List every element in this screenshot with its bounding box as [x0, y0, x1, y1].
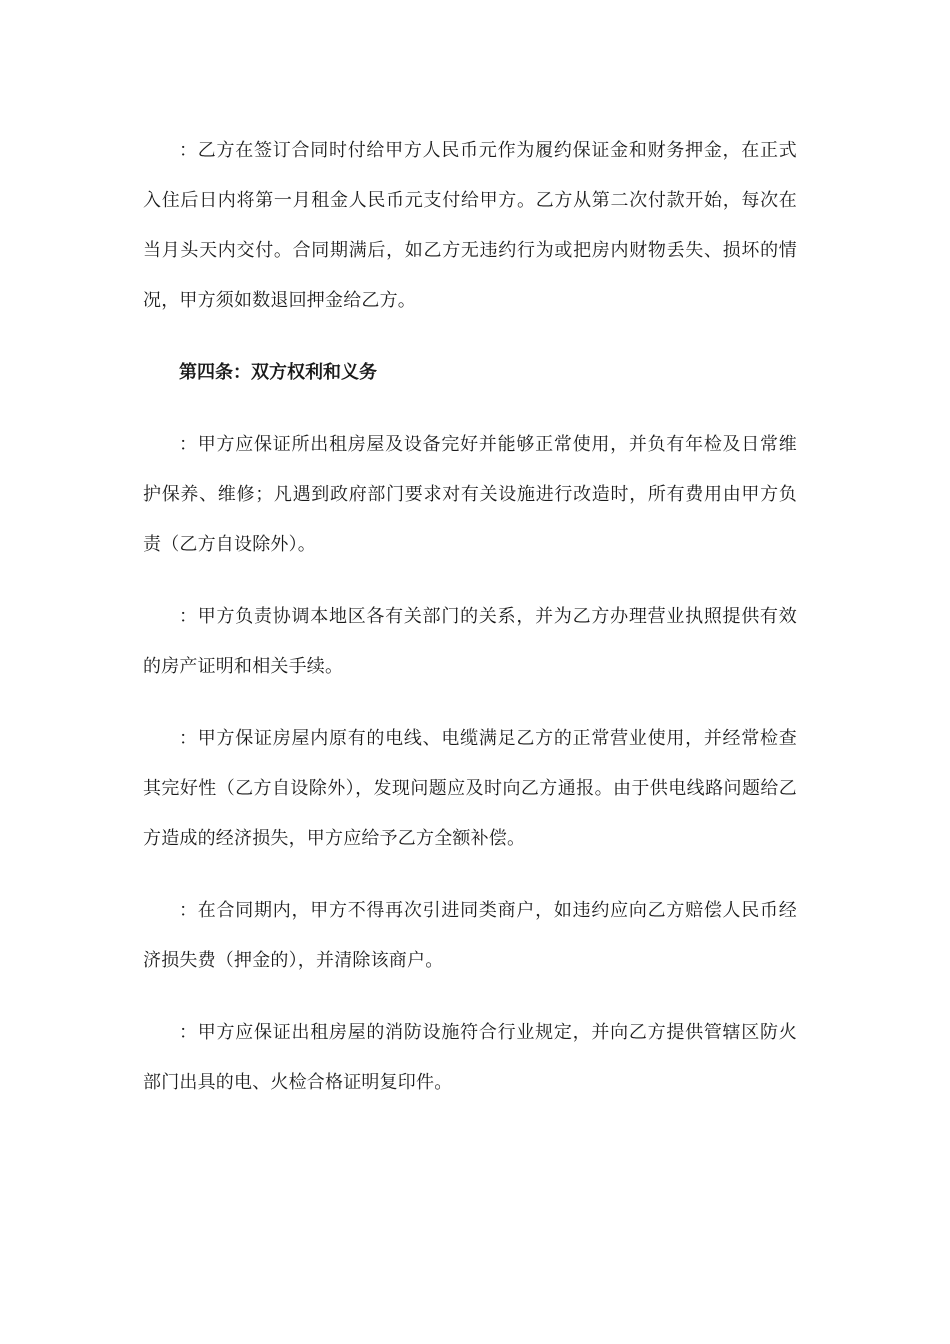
- paragraph-gap: [143, 570, 797, 592]
- paragraph-maintenance: ：甲方应保证所出租房屋及设备完好并能够正常使用，并负有年检及日常维护保养、维修；凡遇到政府部门要求对有关设施进行改造时，所有费用由甲方负责（乙方自设除外）。: [143, 434, 797, 555]
- paragraph-gap: [143, 326, 797, 348]
- section-heading-article-4: 第四条：双方权利和义务: [179, 362, 377, 383]
- paragraph-deposit: ：乙方在签订合同时付给甲方人民币元作为履约保证金和财务押金，在正式入住后日内将第一月租金人民币元支付给甲方。乙方从第二次付款开始，每次在当月头天内交付。合同期满后，如乙方无违约行为或把房内财物丢失、损坏的情况，甲方须如数退回押金给乙方。: [143, 140, 797, 311]
- paragraph-gap: [143, 864, 797, 886]
- paragraph-gap: [143, 986, 797, 1008]
- paragraph-gap: [143, 398, 797, 420]
- paragraph-exclusivity: ：在合同期内，甲方不得再次引进同类商户，如违约应向乙方赔偿人民币经济损失费（押金的），并清除该商户。: [143, 900, 797, 971]
- paragraph-fire-safety: ：甲方应保证出租房屋的消防设施符合行业规定，并向乙方提供管辖区防火部门出具的电、火检合格证明复印件。: [143, 1022, 797, 1093]
- paragraph-gap: [143, 692, 797, 714]
- document-body: [143, 126, 797, 1108]
- paragraph-coordination: ：甲方负责协调本地区各有关部门的关系，并为乙方办理营业执照提供有效的房产证明和相关手续。: [143, 606, 797, 677]
- paragraph-electrical: ：甲方保证房屋内原有的电线、电缆满足乙方的正常营业使用，并经常检查其完好性（乙方自设除外），发现问题应及时向乙方通报。由于供电线路问题给乙方造成的经济损失，甲方应给予乙方全额补偿。: [143, 728, 797, 849]
